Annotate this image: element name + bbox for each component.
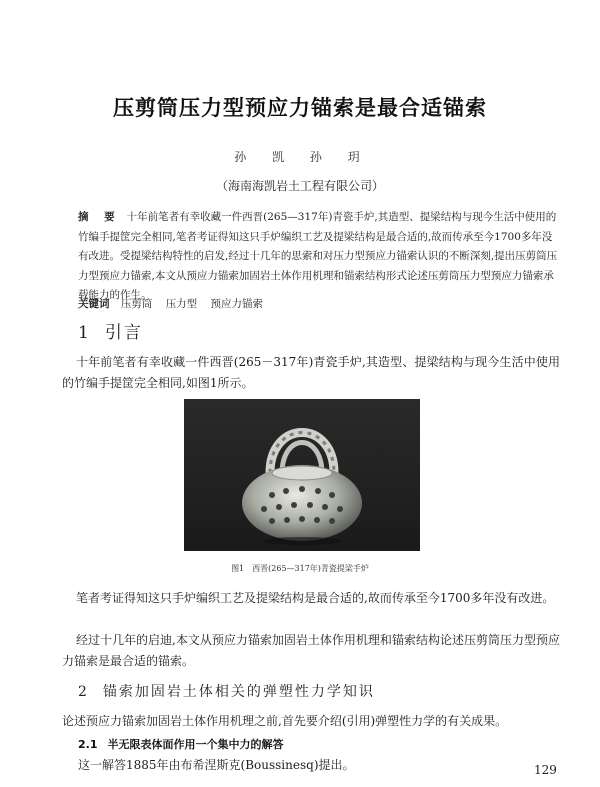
- authors: [0, 148, 600, 165]
- author-1: 孙 凯: [234, 150, 291, 164]
- section-1-heading: [78, 318, 143, 343]
- paragraph-5: 这一解答1885年由布希涅斯克(Boussinesq)提出。: [78, 758, 355, 772]
- author-2: 孙 玥: [309, 150, 366, 164]
- figure-1-caption: 图1 西晋(265—317年)青瓷提梁手炉: [231, 564, 369, 573]
- paragraph-4: 论述预应力锚索加固岩土体作用机理之前,首先要介绍(引用)弹塑性力学的有关成果。: [62, 714, 508, 728]
- section-1-title: 引言: [104, 323, 143, 343]
- figure-1-image: [184, 399, 420, 551]
- celadon-hand-warmer-illustration: [184, 399, 420, 551]
- section-2-heading: [78, 681, 375, 701]
- subsection-2-1-number: 2.1: [78, 738, 98, 751]
- keyword-3: 预应力锚索: [210, 298, 264, 310]
- keywords: [78, 296, 273, 311]
- paragraph-1: 十年前笔者有幸收藏一件西晋(265－317年)青瓷手炉,其造型、提梁结构与现今生活中使用的竹编手提筐完全相同,如图1所示。: [62, 355, 560, 390]
- keyword-1: 压剪筒: [120, 298, 153, 310]
- abstract: [78, 208, 560, 306]
- section-1-number: 1: [78, 323, 91, 343]
- page-number: 129: [534, 763, 557, 777]
- paragraph-3: 经过十几年的启迪,本文从预应力锚索加固岩土体作用机理和锚索结构论述压剪筒压力型预应力锚索是最合适的锚索。: [62, 633, 560, 668]
- subsection-2-1-title: 半无限表体面作用一个集中力的解答: [107, 738, 284, 751]
- affiliation: （海南海凯岩土工程有限公司）: [215, 179, 384, 193]
- abstract-text: 十年前笔者有幸收藏一件西晋(265—317年)青瓷手炉,其造型、提梁结构与现今生活中使用的竹编手提筐完全相同,笔者考证得知这只手炉编织工艺及提梁结构是最合适的,故而传承至今1700多年没有改进。受提梁结构特性的启发,经过十几年的思索和对压力型预应力锚索认识的不断深刻,提出压剪筒压力型预应力锚索,本文从预应力锚索加固岩土体作用机理和锚索结构形式论述压剪筒压力型预应力锚索承载能力的作生。: [78, 211, 558, 301]
- paragraph-2: 笔者考证得知这只手炉编织工艺及提梁结构是最合适的,故而传承至今1700多年没有改进。: [76, 591, 555, 605]
- section-2-number: 2: [78, 684, 89, 700]
- keywords-label: 关键词: [78, 298, 110, 310]
- abstract-label: 摘 要: [78, 211, 121, 223]
- section-2-title: 锚索加固岩土体相关的弹塑性力学知识: [102, 684, 375, 700]
- paper-title: 压剪筒压力型预应力锚索是最合适锚索: [113, 96, 487, 120]
- keyword-2: 压力型: [165, 298, 198, 310]
- subsection-2-1-heading: [78, 736, 284, 752]
